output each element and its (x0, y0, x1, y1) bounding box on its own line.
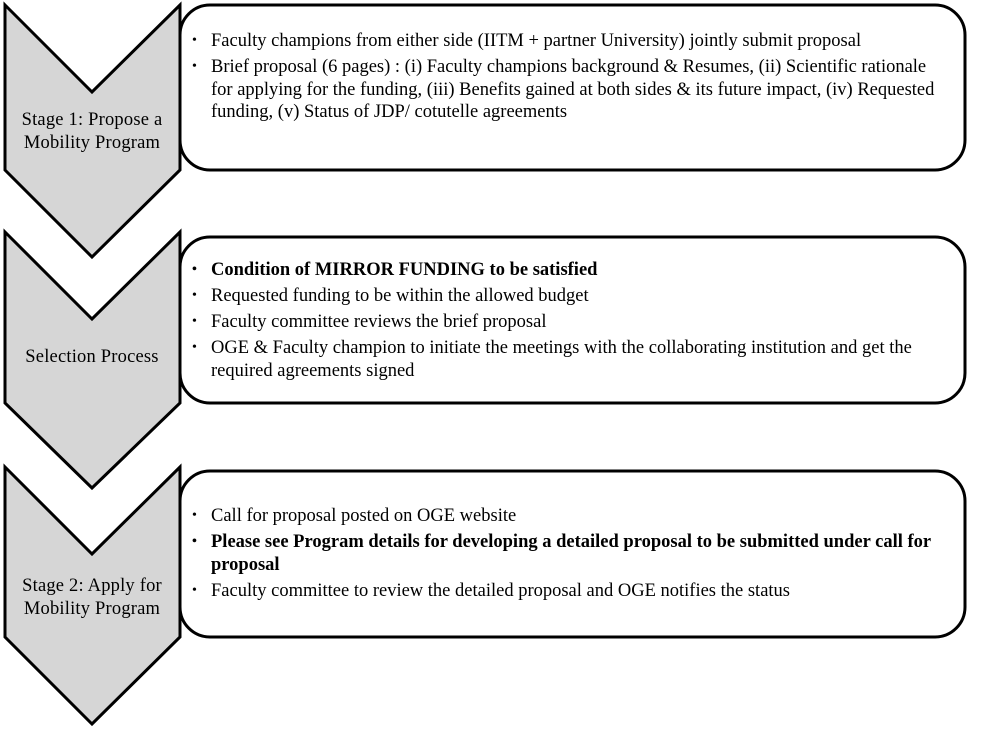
bullet-icon: • (192, 534, 197, 549)
bullet-text: OGE & Faculty champion to initiate the meetings with the collaborating institution and get the required agreements signed (211, 338, 912, 381)
selection-bullet-4 (192, 337, 937, 382)
selection-bullet-2 (192, 285, 937, 308)
stage-2-bullet-1 (192, 505, 937, 528)
selection-bullet-list (192, 259, 937, 386)
stage-1-label-line-1: Stage 1: Propose a (21, 110, 163, 130)
stage-1-bullet-2 (192, 56, 937, 124)
bullet-icon: • (192, 33, 197, 48)
bullet-icon: • (192, 508, 197, 523)
selection-bullet-3 (192, 311, 937, 334)
selection-label-line-1: Selection Process (25, 347, 159, 367)
stage-2-label-line-2: Mobility Program (23, 599, 161, 619)
bullet-text: Brief proposal (6 pages) : (i) Faculty champions background & Resumes, (ii) Scientific rationale for applying for the funding, (iii) Benefits gained at both sides & its future impact, (iv) Requested funding, (v) Status of JDP/ cotutelle agreements (211, 57, 935, 122)
stage-2-bullet-2 (192, 531, 937, 576)
bullet-text: Faculty committee to review the detailed proposal and OGE notifies the status (211, 580, 791, 601)
bullet-icon: • (192, 288, 197, 303)
bullet-text: Condition of MIRROR FUNDING to be satisfied (211, 260, 598, 280)
bullet-text: Faculty committee reviews the brief proposal (211, 312, 547, 332)
bullet-icon: • (192, 262, 197, 277)
selection-bullet-1 (192, 259, 937, 282)
bullet-icon: • (192, 340, 197, 355)
bullet-text: Please see Program details for developing a detailed proposal to be submitted under call for proposal (211, 532, 931, 575)
bullet-text: Faculty champions from either side (IITM + partner University) jointly submit proposal (211, 31, 862, 51)
stage-2-bullet-list (192, 505, 937, 606)
stage-2-label-line-1: Stage 2: Apply for (22, 576, 162, 596)
bullet-icon: • (192, 59, 197, 74)
stage-1-label-line-2: Mobility Program (23, 133, 161, 153)
bullet-icon: • (192, 314, 197, 329)
stage-1-bullet-list (192, 30, 937, 127)
stage-2-label (6, 575, 178, 621)
bullet-text: Call for proposal posted on OGE website (211, 506, 517, 526)
selection-label (6, 346, 178, 369)
bullet-text: Requested funding to be within the allowed budget (211, 286, 589, 306)
stage-2-bullet-3 (192, 580, 937, 603)
stage-1-label (6, 109, 178, 155)
bullet-icon: • (192, 582, 197, 598)
stage-1-bullet-1 (192, 30, 937, 53)
